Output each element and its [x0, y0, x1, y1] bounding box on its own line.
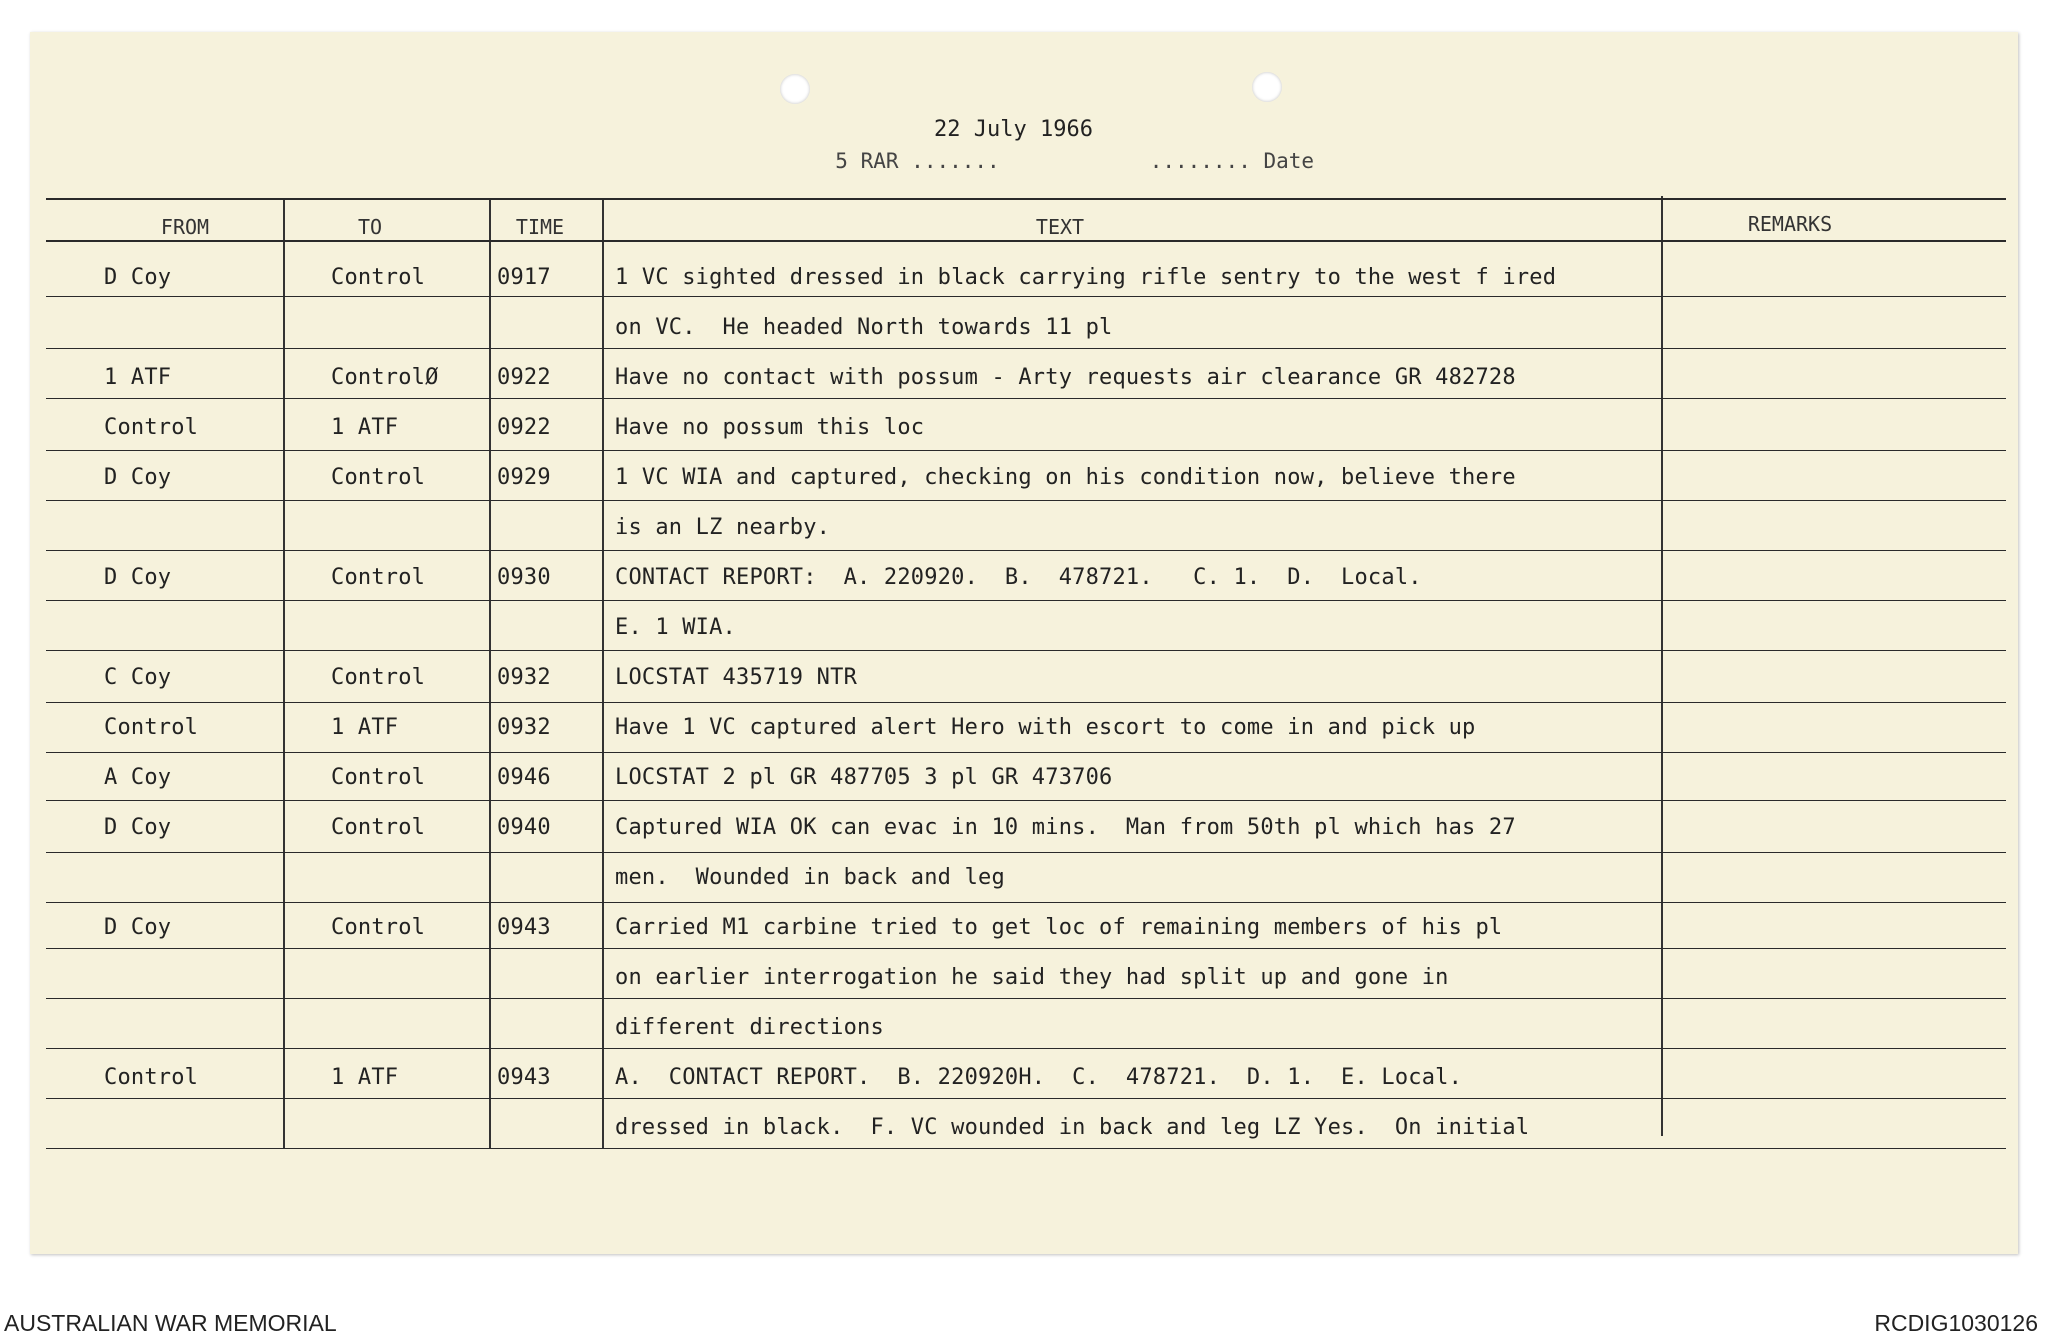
cell-from: A Coy: [104, 765, 172, 790]
cell-text: CONTACT REPORT: A. 220920. B. 478721. C. 1. D. Local.: [615, 565, 1422, 590]
cell-text: is an LZ nearby.: [615, 515, 831, 540]
row-rule-line: [46, 852, 2006, 853]
row-rule-line: [46, 500, 2006, 501]
cell-text: E. 1 WIA.: [615, 615, 737, 640]
row-rule-line: [46, 240, 2006, 242]
cell-text: 1 VC WIA and captured, checking on his condition now, believe there: [615, 465, 1516, 490]
cell-from: D Coy: [104, 915, 172, 940]
cell-to: Control: [331, 765, 426, 790]
cell-from: D Coy: [104, 815, 172, 840]
column-header-remarks: REMARKS: [1747, 212, 1833, 236]
cell-text: on earlier interrogation he said they had split up and gone in: [615, 965, 1449, 990]
column-header-time: TIME: [515, 215, 565, 239]
column-divider-time-text: [602, 198, 604, 1148]
cell-from: D Coy: [104, 265, 172, 290]
cell-to: ControlØ: [331, 365, 439, 390]
cell-time: 0930: [497, 565, 551, 590]
cell-text: different directions: [615, 1015, 884, 1040]
row-rule-line: [46, 998, 2006, 999]
cell-from: Control: [104, 1065, 199, 1090]
cell-time: 0922: [497, 415, 551, 440]
column-header-text: TEXT: [1035, 215, 1085, 239]
row-rule-line: [46, 752, 2006, 753]
cell-text: on VC. He headed North towards 11 pl: [615, 315, 1113, 340]
cell-to: 1 ATF: [331, 1065, 399, 1090]
cell-text: Carried M1 carbine tried to get loc of remaining members of his pl: [615, 915, 1503, 940]
punch-hole-left: [780, 74, 810, 104]
cell-time: 0932: [497, 715, 551, 740]
column-divider-from-to: [283, 198, 285, 1148]
cell-text: Have 1 VC captured alert Hero with escort to come in and pick up: [615, 715, 1476, 740]
row-rule-line: [46, 1148, 2006, 1149]
cell-to: Control: [331, 915, 426, 940]
cell-text: 1 VC sighted dressed in black carrying rifle sentry to the west f ired: [615, 265, 1557, 290]
cell-time: 0929: [497, 465, 551, 490]
row-rule-line: [46, 600, 2006, 601]
cell-from: D Coy: [104, 465, 172, 490]
cell-from: Control: [104, 715, 199, 740]
cell-to: Control: [331, 815, 426, 840]
row-rule-line: [46, 450, 2006, 451]
cell-text: LOCSTAT 435719 NTR: [615, 665, 858, 690]
cell-text: Captured WIA OK can evac in 10 mins. Man from 50th pl which has 27: [615, 815, 1516, 840]
cell-to: 1 ATF: [331, 715, 399, 740]
row-rule-line: [46, 296, 2006, 297]
row-rule-line: [46, 398, 2006, 399]
row-rule-line: [46, 800, 2006, 801]
column-header-from: FROM: [160, 215, 210, 239]
cell-from: D Coy: [104, 565, 172, 590]
cell-text: LOCSTAT 2 pl GR 487705 3 pl GR 473706: [615, 765, 1113, 790]
footer-left: AUSTRALIAN WAR MEMORIAL: [4, 1310, 337, 1336]
row-rule-line: [46, 550, 2006, 551]
column-divider-text-remarks: [1661, 196, 1663, 1136]
column-header-to: TO: [357, 215, 383, 239]
date-label: Date: [1263, 149, 1315, 173]
cell-from: Control: [104, 415, 199, 440]
cell-to: 1 ATF: [331, 415, 399, 440]
row-rule-line: [46, 1098, 2006, 1099]
cell-text: men. Wounded in back and leg: [615, 865, 1005, 890]
unit-label: 5 RAR: [835, 149, 899, 173]
cell-time: 0946: [497, 765, 551, 790]
cell-time: 0917: [497, 265, 551, 290]
header-dots-right: ........: [1149, 149, 1251, 173]
column-divider-to-time: [489, 198, 491, 1148]
cell-text: A. CONTACT REPORT. B. 220920H. C. 478721. D. 1. E. Local.: [615, 1065, 1463, 1090]
cell-time: 0922: [497, 365, 551, 390]
cell-to: Control: [331, 265, 426, 290]
cell-from: C Coy: [104, 665, 172, 690]
cell-text: Have no possum this loc: [615, 415, 925, 440]
cell-text: Have no contact with possum - Arty requests air clearance GR 482728: [615, 365, 1516, 390]
header-dots-left: .......: [911, 149, 1000, 173]
row-rule-line: [46, 702, 2006, 703]
cell-time: 0943: [497, 1065, 551, 1090]
punch-hole-right: [1252, 72, 1282, 102]
cell-to: Control: [331, 565, 426, 590]
cell-time: 0940: [497, 815, 551, 840]
document-header: [810, 117, 1315, 197]
cell-to: Control: [331, 665, 426, 690]
cell-to: Control: [331, 465, 426, 490]
row-rule-line: [46, 650, 2006, 651]
cell-time: 0943: [497, 915, 551, 940]
footer-right: RCDIG1030126: [1874, 1310, 2038, 1336]
date-value: 22 July 1966: [934, 117, 1093, 142]
row-rule-line: [46, 902, 2006, 903]
cell-time: 0932: [497, 665, 551, 690]
cell-text: dressed in black. F. VC wounded in back and leg LZ Yes. On initial: [615, 1115, 1530, 1140]
row-rule-line: [46, 948, 2006, 949]
row-rule-line: [46, 1048, 2006, 1049]
row-rule-line: [46, 348, 2006, 349]
row-rule-line: [46, 198, 2006, 200]
cell-from: 1 ATF: [104, 365, 172, 390]
